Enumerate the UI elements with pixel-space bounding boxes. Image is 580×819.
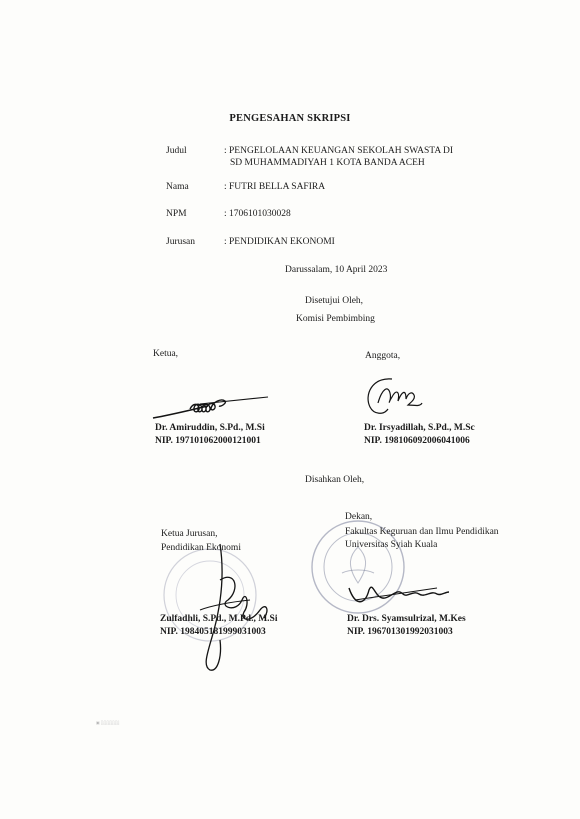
dept-head-nip: NIP. 198405181999031003 bbox=[160, 627, 266, 637]
field-label-jurusan: Jurusan bbox=[166, 237, 196, 247]
chair-name: Dr. Amiruddin, S.Pd., M.Si bbox=[155, 423, 265, 433]
dean-role-2: Fakultas Keguruan dan Ilmu Pendidikan bbox=[345, 527, 499, 537]
committee-label: Komisi Pembimbing bbox=[296, 314, 375, 324]
field-label-nama: Nama bbox=[166, 182, 189, 192]
chair-role: Ketua, bbox=[153, 349, 179, 359]
dean-nip: NIP. 196701301992031003 bbox=[347, 627, 453, 637]
field-value-npm: : 1706101030028 bbox=[224, 209, 291, 219]
field-value-judul-line2: SD MUHAMMADIYAH 1 KOTA BANDA ACEH bbox=[230, 158, 425, 168]
field-value-judul-line1: : PENGELOLAAN KEUANGAN SEKOLAH SWASTA DI bbox=[224, 146, 454, 156]
field-label-npm: NPM bbox=[166, 209, 187, 219]
member-nip: NIP. 198106092006041006 bbox=[364, 436, 470, 446]
ratified-by: Disahkan Oleh, bbox=[305, 475, 365, 485]
dept-head-role-2: Pendidikan Ekonomi bbox=[161, 543, 241, 553]
dean-role-3: Universitas Syiah Kuala bbox=[345, 540, 438, 550]
dean-signature bbox=[345, 580, 455, 610]
member-role: Anggota, bbox=[365, 351, 401, 361]
chair-signature bbox=[150, 392, 278, 422]
approved-by: Disetujui Oleh, bbox=[305, 296, 364, 306]
field-value-jurusan: : PENDIDIKAN EKONOMI bbox=[224, 237, 335, 247]
dean-role-1: Dekan, bbox=[345, 512, 373, 522]
field-label-judul: Judul bbox=[166, 146, 187, 156]
member-signature bbox=[362, 373, 432, 423]
field-value-nama: : FUTRI BELLA SAFIRA bbox=[224, 182, 326, 192]
dept-head-role-1: Ketua Jurusan, bbox=[161, 529, 218, 539]
dept-head-name: Zulfadhli, S.Pd., M.Pd., M.Si bbox=[160, 614, 278, 624]
dept-head-signature bbox=[180, 540, 280, 675]
member-name: Dr. Irsyadillah, S.Pd., M.Sc bbox=[364, 423, 475, 433]
dean-name: Dr. Drs. Syamsulrizal, M.Kes bbox=[347, 614, 466, 624]
place-date: Darussalam, 10 April 2023 bbox=[285, 265, 388, 275]
scanner-watermark: ▣ ░░░░░░ bbox=[96, 720, 120, 725]
chair-nip: NIP. 197101062000121001 bbox=[155, 436, 261, 446]
page-title: PENGESAHAN SKRIPSI bbox=[229, 113, 351, 124]
